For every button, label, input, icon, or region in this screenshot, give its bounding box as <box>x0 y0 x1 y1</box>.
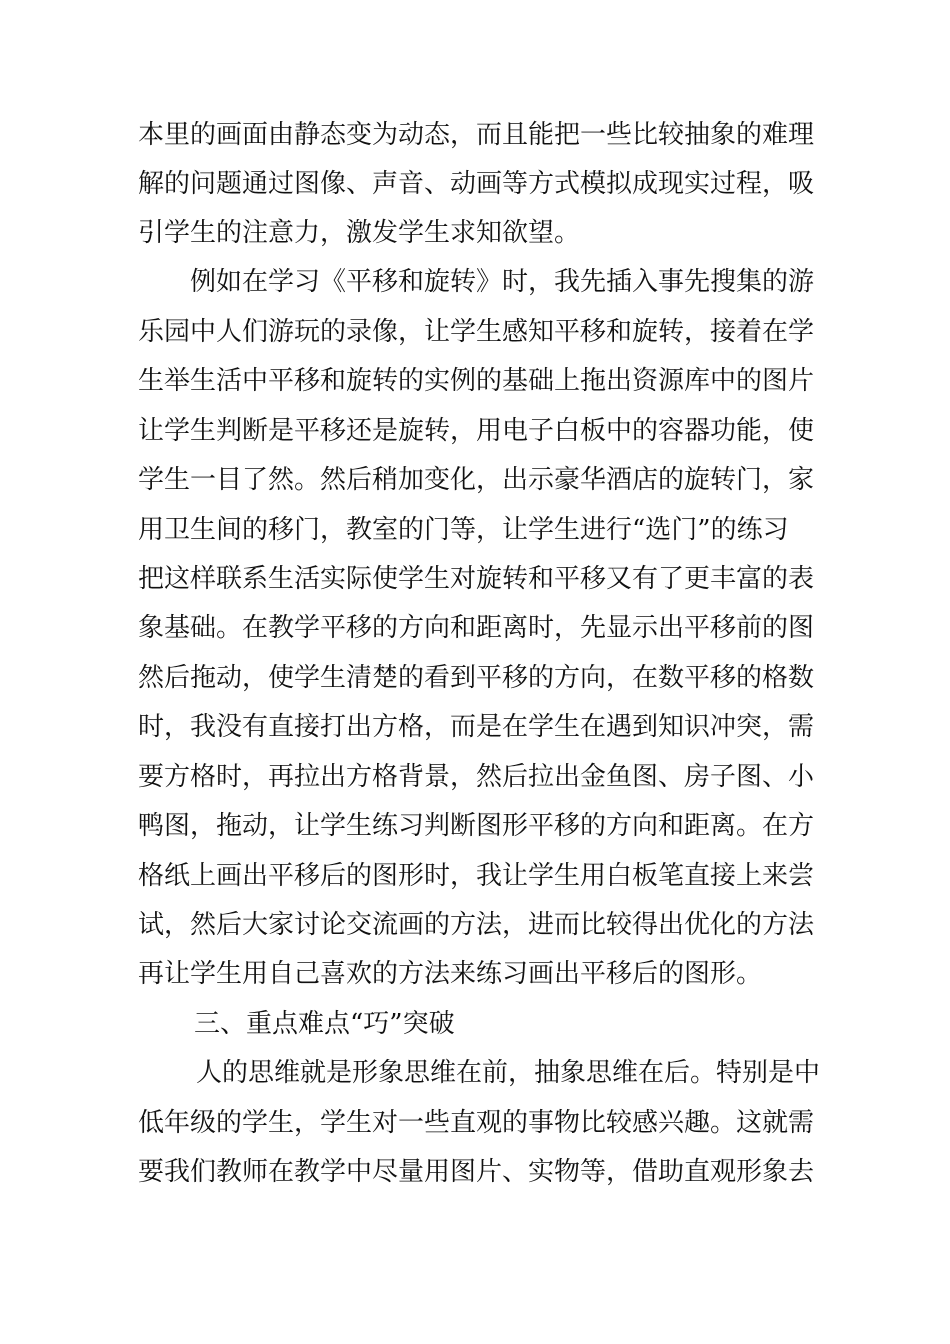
text-line: 把这样联系生活实际使学生对旋转和平移又有了更丰富的表 <box>138 564 815 594</box>
text-line: 时，我没有直接打出方格，而是在学生在遇到知识冲突，需 <box>138 712 815 742</box>
text-line: 让学生判断是平移还是旋转，用电子白板中的容器功能，使 <box>138 416 815 446</box>
text-line: 例如在学习《平移和旋转》时，我先插入事先搜集的游 <box>190 267 815 297</box>
text-line: 再让学生用自己喜欢的方法来练习画出平移后的图形。 <box>138 959 763 989</box>
text-line: 生举生活中平移和旋转的实例的基础上拖出资源库中的图片 <box>138 366 815 396</box>
text-line: 要我们教师在教学中尽量用图片、实物等，借助直观形象去 <box>138 1157 815 1187</box>
text-line: 象基础。在教学平移的方向和距离时，先显示出平移前的图 <box>138 613 815 643</box>
text-line: 要方格时，再拉出方格背景，然后拉出金鱼图、房子图、小 <box>138 762 815 792</box>
text-line: 人的思维就是形象思维在前，抽象思维在后。特别是中 <box>196 1058 821 1088</box>
text-line: 然后拖动，使学生清楚的看到平移的方向，在数平移的格数 <box>138 663 815 693</box>
text-line: 本里的画面由静态变为动态，而且能把一些比较抽象的难理 <box>138 120 815 150</box>
text-line: 乐园中人们游玩的录像，让学生感知平移和旋转，接着在学 <box>138 317 815 347</box>
text-line: 学生一目了然。然后稍加变化，出示豪华酒店的旋转门，家 <box>138 465 815 495</box>
section-heading: 三、重点难点“巧”突破 <box>194 1009 455 1039</box>
text-line: 解的问题通过图像、声音、动画等方式模拟成现实过程，吸 <box>138 169 815 199</box>
text-line: 低年级的学生，学生对一些直观的事物比较感兴趣。这就需 <box>138 1108 815 1138</box>
text-line: 引学生的注意力，激发学生求知欲望。 <box>138 218 581 248</box>
text-line: 试，然后大家讨论交流画的方法，进而比较得出优化的方法 <box>138 910 815 940</box>
text-line: 用卫生间的移门，教室的门等，让学生进行“选门”的练习 <box>138 515 789 545</box>
text-line: 格纸上画出平移后的图形时，我让学生用白板笔直接上来尝 <box>138 861 815 891</box>
text-line: 鸭图，拖动，让学生练习判断图形平移的方向和距离。在方 <box>138 811 815 841</box>
